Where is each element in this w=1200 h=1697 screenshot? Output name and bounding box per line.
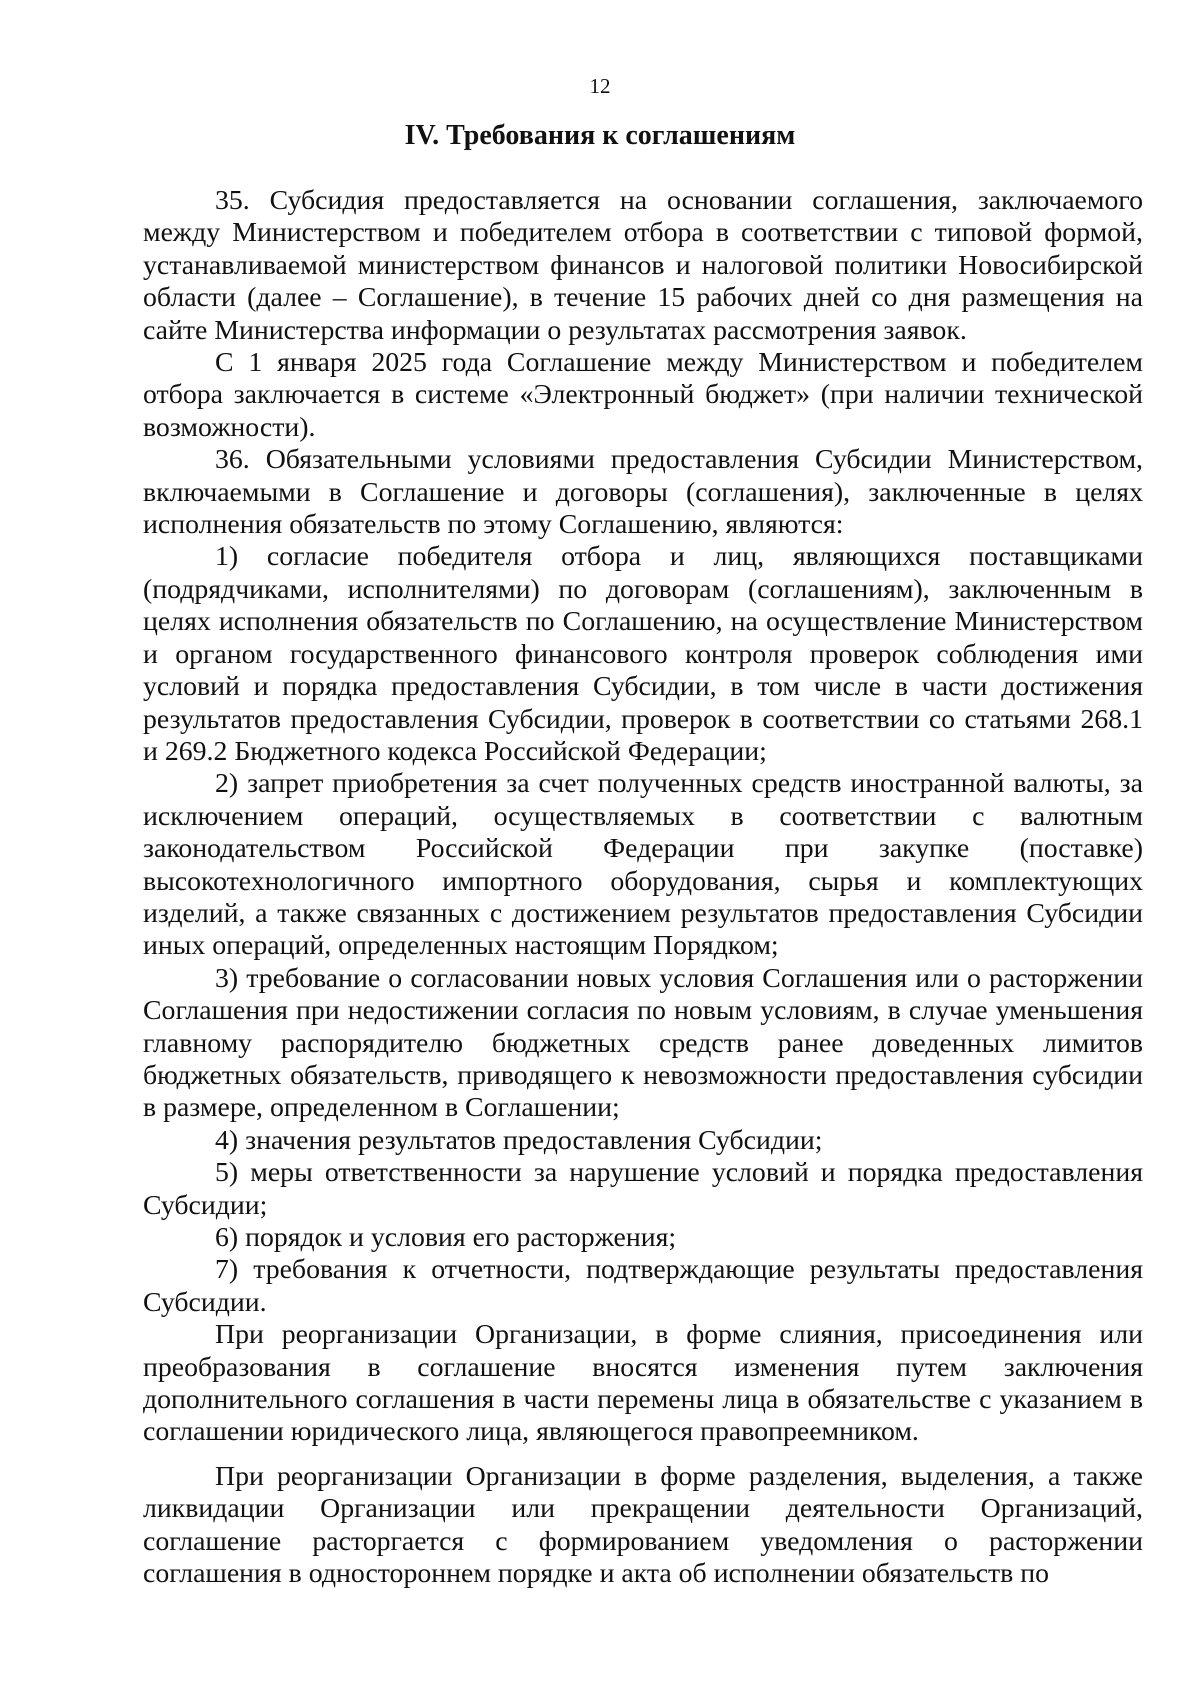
paragraph-36: 36. Обязательными условиями предоставления Субсидии Министерством, включаемыми в Соглашение и договоры (соглашения), заключенные в целях исполнения обязательств по этому Соглашению, являются: xyxy=(143,444,1143,541)
list-item-2: 2) запрет приобретения за счет полученных средств иностранной валюты, за исключением операций, осуществляемых в соответствии с валютным законодательством Российской Федерации при закупке (поставке) высокотехнологичного импортного оборудования, сырья и комплектующих изделий, а также связанных с достижением результатов предоставления Субсидии иных операций, определенных настоящим Порядком; xyxy=(143,768,1143,962)
section-title: IV. Требования к соглашениям xyxy=(404,120,796,151)
paragraph-35: 35. Субсидия предоставляется на основании соглашения, заключаемого между Министерством и победителем отбора в соответствии с типовой формой, устанавливаемой министерством финансов и налоговой политики Новосибирской области (далее – Соглашение), в течение 15 рабочих дней со дня размещения на сайте Министерства информации о результатах рассмотрения заявок. xyxy=(143,185,1143,346)
document-body xyxy=(143,185,1143,1590)
paragraph-reorganization-merger: При реорганизации Организации, в форме слияния, присоединения или преобразования в соглашение вносятся изменения путем заключения дополнительного соглашения в части перемены лица в обязательстве с указанием в соглашении юридического лица, являющегося правопреемником. xyxy=(143,1319,1143,1448)
list-item-5: 5) меры ответственности за нарушение условий и порядка предоставления Субсидии; xyxy=(143,1157,1143,1221)
paragraph-reorganization-division: При реорганизации Организации в форме разделения, выделения, а также ликвидации Организации или прекращении деятельности Организаций, соглашение расторгается с формированием уведомления о расторжении соглашения в одностороннем порядке и акта об исполнении обязательств по xyxy=(143,1460,1143,1590)
paragraph-electronic-budget: С 1 января 2025 года Соглашение между Министерством и победителем отбора заключается в системе «Электронный бюджет» (при наличии технической возможности). xyxy=(143,347,1143,443)
page-number: 12 xyxy=(589,74,611,98)
list-item-7: 7) требования к отчетности, подтверждающие результаты предоставления Субсидии. xyxy=(143,1254,1143,1318)
list-item-4: 4) значения результатов предоставления Субсидии; xyxy=(215,1124,823,1156)
list-item-3: 3) требование о согласовании новых условия Соглашения или о расторжении Соглашения при недостижении согласия по новым условиям, в случае уменьшения главному распорядителю бюджетных средств ранее доведенных лимитов бюджетных обязательств, приводящего к невозможности предоставления субсидии в размере, определенном в Соглашении; xyxy=(143,962,1143,1124)
list-item-6: 6) порядок и условия его расторжения; xyxy=(215,1222,677,1253)
list-item-1: 1) согласие победителя отбора и лиц, являющихся поставщиками (подрядчиками, исполнителями) по договорам (соглашениям), заключенным в целях исполнения обязательств по Соглашению, на осуществление Министерством и органом государственного финансового контроля проверок соблюдения ими условий и порядка предоставления Субсидии, в том числе в части достижения результатов предоставления Субсидии, проверок в соответствии со статьями 268.1 и 269.2 Бюджетного кодекса Российской Федерации; xyxy=(143,541,1143,767)
